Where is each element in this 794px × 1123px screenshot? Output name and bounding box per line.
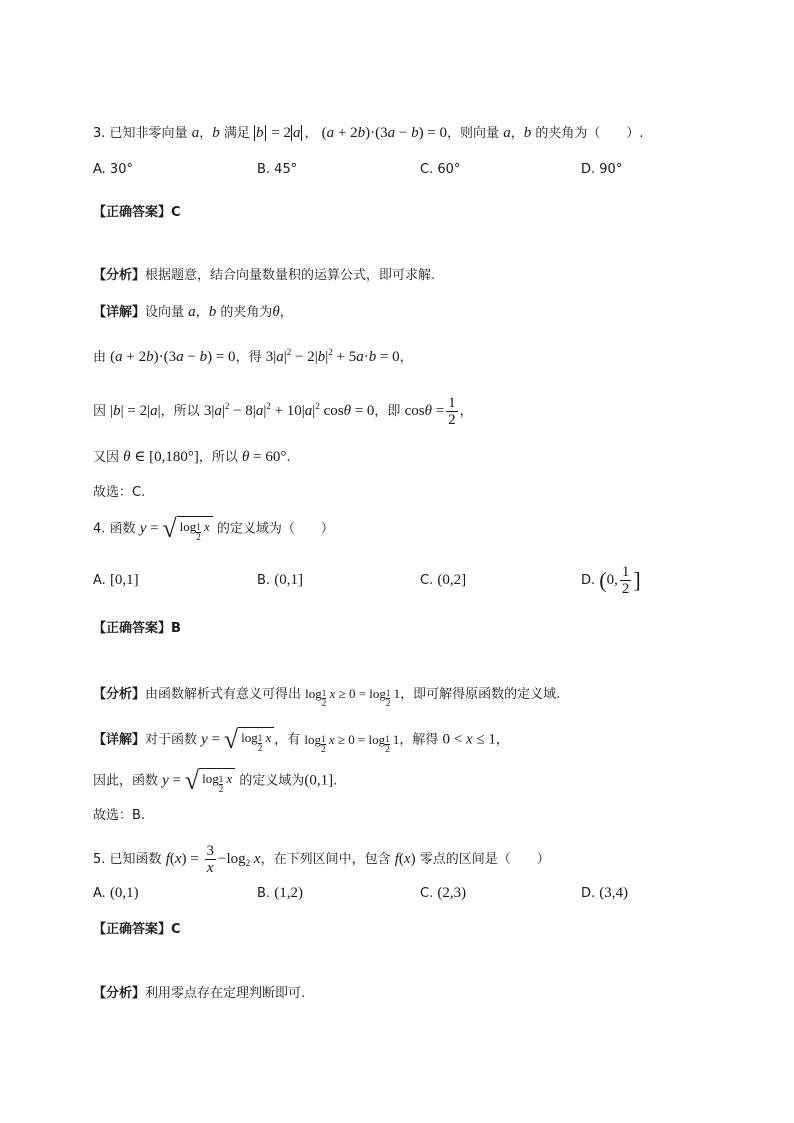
q4-detail-2: 因此，函数 y = √ log $_{\frac{1}{2}}$ x 的定义域为(0,1].: [93, 766, 338, 795]
q4-analysis: 【分析】由函数解析式有意义可得出 log $_{\frac{1}{2}}$ x ≥ 0 = log $_{\frac{1}{2}}$ 1，即可解得原函数的定义域.: [93, 686, 561, 709]
q4-option-d: D. (0, $\frac{1}{2}$ ]: [581, 564, 641, 597]
q3-option-b: B. 45°: [257, 162, 298, 177]
q3-option-c: C. 60°: [420, 162, 461, 177]
q3-option-a: A. 30°: [93, 162, 133, 177]
q3-detail-3: 因 |b| = 2|a|，所以 $3|a|^2 - 8|a|^2 + 10|a|^2$ cosθ = 0，即 cosθ = $\frac{1}{2}$ ，: [93, 395, 473, 428]
q3-stem: 3. 已知非零向量 a，b 满足 b = 2 a ， (a + 2b)·(3a − b) = 0，则向量 a，b 的夹角为（ ）.: [93, 125, 644, 141]
q3-answer: 【正确答案】C: [93, 205, 181, 220]
q5-option-c: C. (2,3): [420, 885, 467, 901]
q4-detail-1: 【详解】对于函数 y = √ log $_{\frac{1}{2}}$ x ，有 log $_{\frac{1}{2}}$ x ≥ 0 = log $_{\frac{1}{2}}$ 1，解得 0 < x ≤ 1，: [93, 725, 509, 754]
q5-option-d: D. (3,4): [581, 885, 629, 901]
q5-answer: 【正确答案】C: [93, 922, 181, 937]
q4-option-b: B. (0,1]: [257, 572, 303, 588]
q5-option-b: B. (1,2): [257, 885, 303, 901]
q3-detail-4: 又因 θ ∈ [0,180°]，所以 θ = 60°.: [93, 449, 291, 465]
q4-stem: 4. 函数 y = √ log $_{\frac{1}{2}}$ x 的定义域为（ ）: [93, 514, 334, 543]
q4-option-c: C. (0,2]: [420, 572, 467, 588]
q3-conclusion: 故选：C.: [93, 485, 146, 500]
q5-analysis: 【分析】利用零点存在定理判断即可.: [93, 986, 306, 1001]
q4-conclusion: 故选：B.: [93, 808, 146, 823]
q4-answer: 【正确答案】B: [93, 621, 181, 636]
q3-option-d: D. 90°: [581, 162, 623, 177]
q4-option-a: A. [0,1]: [93, 572, 139, 588]
q3-analysis: 【分析】根据题意，结合向量数量积的运算公式，即可求解.: [93, 268, 436, 283]
q3-detail-1: 【详解】设向量 a，b 的夹角为θ，: [93, 304, 293, 320]
q5-stem: 5. 已知函数 f(x) = $\frac{3}{x}$ $-\log_2$ x，在下列区间中，包含 f(x) 零点的区间是（ ）: [93, 843, 550, 876]
q3-detail-2: 由 (a + 2b)·(3a − b) = 0，得 $3|a|^2 - 2|b|^2 + 5a\cdot b = 0$，: [93, 347, 413, 365]
q5-option-a: A. (0,1): [93, 885, 139, 901]
